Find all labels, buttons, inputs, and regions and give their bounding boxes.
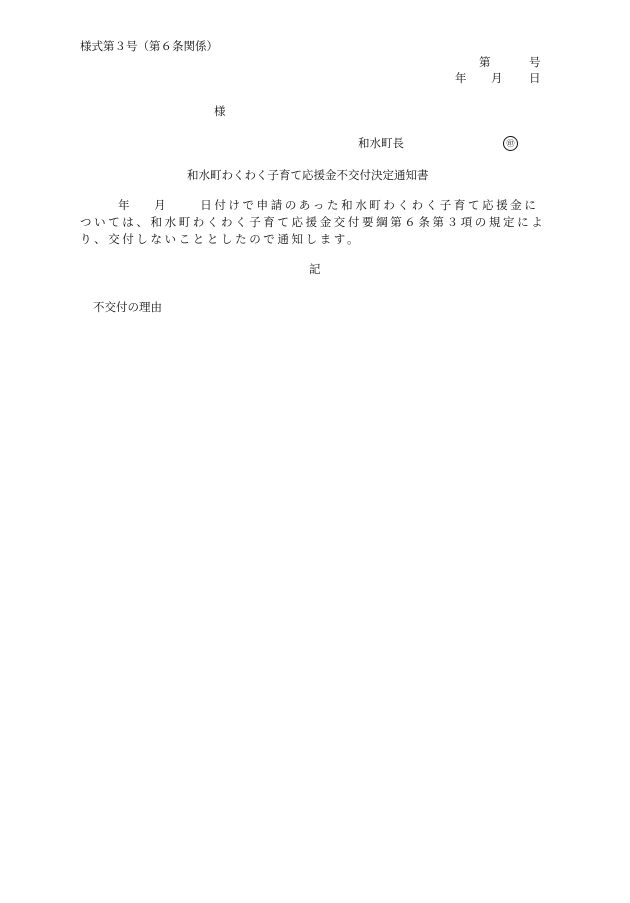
date-year-label: 年 xyxy=(455,71,467,85)
reason-label: 不交付の理由 xyxy=(93,300,162,314)
body-year-label: 年 xyxy=(118,198,133,212)
date-month-label: 月 xyxy=(491,71,503,85)
body-month-label: 月 xyxy=(154,198,169,212)
document-number-suffix: 号 xyxy=(529,55,541,69)
notice-body-line-3: り、交付しないこととしたので通知します。 xyxy=(80,232,362,246)
form-number: 様式第３号（第６条関係） xyxy=(80,39,218,53)
issuer-name: 和水町長 xyxy=(358,136,404,150)
date-day-label: 日 xyxy=(529,71,541,85)
notice-body-line-1 xyxy=(80,197,550,214)
notice-body xyxy=(80,197,550,248)
notice-body-line-2: ついては、和水町わくわく子育て応援金交付要綱第６条第３項の規定によ xyxy=(80,215,546,229)
seal-mark-icon: ㊞ xyxy=(503,136,518,151)
ki-heading: 記 xyxy=(309,262,321,276)
document-number-prefix: 第 xyxy=(479,55,491,69)
addressee-honorific: 様 xyxy=(214,104,226,118)
body-line-1-text: 日付けで申請のあった和水町わくわく子育て応援金に xyxy=(200,198,539,212)
document-title: 和水町わくわく子育て応援金不交付決定通知書 xyxy=(187,168,429,182)
